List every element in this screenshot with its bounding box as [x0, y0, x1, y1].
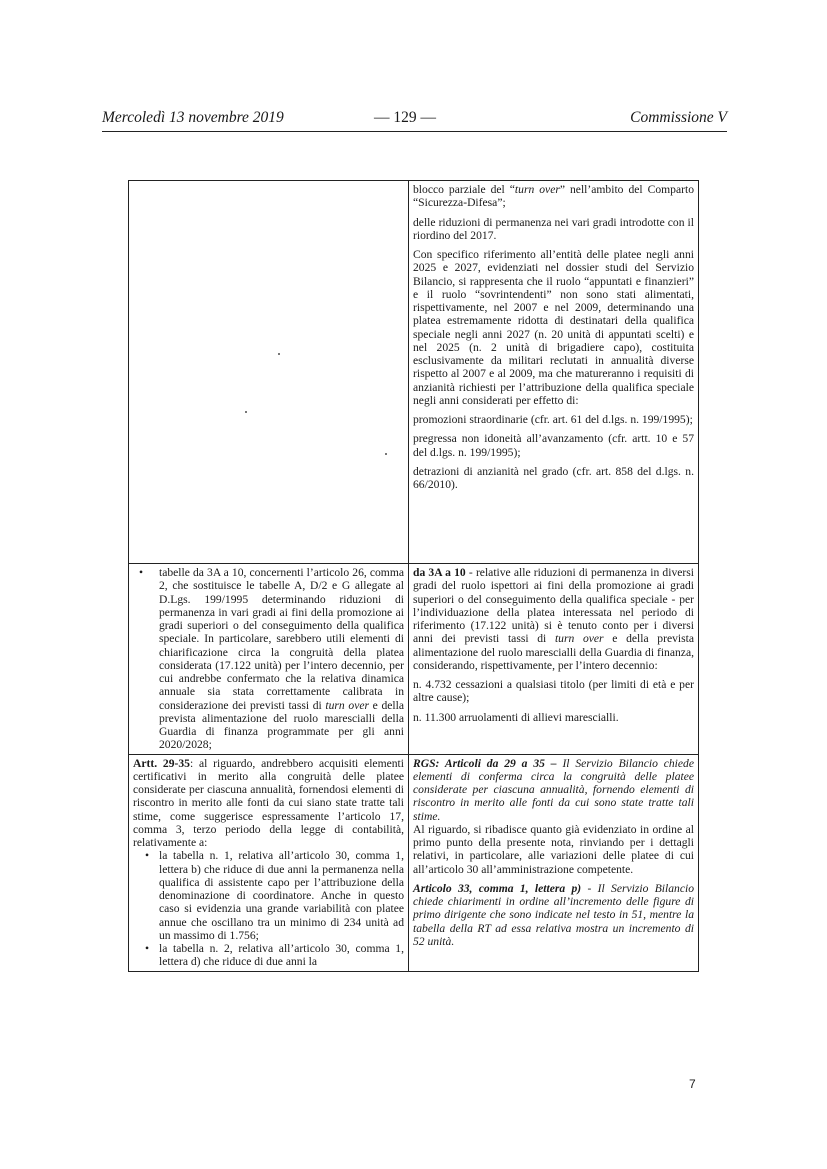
left-cell	[129, 564, 409, 755]
paragraph: detrazioni di anzianità nel grado (cfr. art. 858 del d.lgs. n. 66/2010).	[413, 464, 694, 491]
list-item: • la tabella n. 2, relativa all’articolo 30, comma 1, lettera d) che riduce di due anni la	[159, 942, 404, 969]
paragraph: da 3A a 10 - relative alle riduzioni di permanenza in diversi gradi del ruolo ispettori ai fini della promozione ai gradi superiori o del conseguimento della qualifica speciale - per l’individuazione della platea interessata nel periodo di riferimento (17.122 unità) si è tenuto conto per i diversi anni dei previsti tassi di turn over e della prevista alimentazione del ruolo marescialli della Guardia di finanza, considerando, rispettivamente, per l’intero decennio:	[413, 566, 695, 672]
table-row	[129, 754, 699, 971]
paragraph: Articolo 33, comma 1, lettera p) - Il Servizio Bilancio chiede chiarimenti in ordine all’incremento delle figure di primo dirigente che sono indicate nel testo in 51, mentre la tabella della RT ad essa relativa mostra un incremento di 52 unità.	[413, 881, 694, 948]
paragraph: promozioni straordinarie (cfr. art. 61 del d.lgs. n. 199/1995);	[413, 413, 693, 426]
left-cell	[129, 754, 409, 971]
paragraph: pregressa non idoneità all’avanzamento (cfr. artt. 10 e 57 del d.lgs. n. 199/1995);	[413, 432, 694, 459]
header-commission: Commissione V	[630, 109, 727, 126]
bullet-list	[133, 566, 404, 752]
paragraph: Con specifico riferimento all’entità delle platee negli anni 2025 e 2027, evidenziati nel dossier studi del Servizio Bilancio, si rappresenta che il ruolo “appuntati e finanzieri” e il ruolo “sovrintendenti” non sono stati alimentati, rispettivamente, nel 2007 e nel 2009, determinando una platea estremamente ridotta di destinatari della qualifica speciale negli anni 2027 (n. 20 unità di appuntati scelti) e nel 2025 (n. 2 unità di brigadiere capo), costituita esclusivamente da militari reclutati in annualità diverse rispetto al 2007 e al 2009, ma che matureranno i requisiti di anzianità richiesti per l’attribuzione della qualifica speciale negli anni considerati per effetto di:	[413, 248, 694, 407]
header-date: Mercoledì 13 novembre 2019	[102, 109, 284, 126]
paragraph: n. 4.732 cessazioni a qualsiasi titolo (per limiti di età e per altre cause);	[413, 678, 694, 705]
paragraph: blocco parziale del “turn over” nell’ambito del Comparto “Sicurezza-Difesa”;	[413, 183, 695, 210]
comparison-table	[128, 180, 699, 972]
list-item: • tabelle da 3A a 10, concernenti l’articolo 26, comma 2, che sostituisce le tabelle A, D/2 e G allegate al D.Lgs. 199/1995 determinando riduzioni di permanenza in vari gradi ai fini della promozione ai gradi superiori o del conseguimento della qualifica speciale. In particolare, sarebbero utili elementi di chiarificazione circa la congruità della platea considerata (17.122 unità) per l’intero decennio, per cui andrebbe confermato che la relativa dinamica annuale sia stata correttamente calibrata in considerazione dei previsti tassi di turn over e della prevista alimentazione del ruolo marescialli della Guardia di finanza programmate per gli anni 2020/2028;	[159, 566, 404, 752]
right-cell	[409, 564, 699, 755]
page-header	[102, 109, 727, 132]
page-number: 7	[689, 1077, 696, 1091]
header-page-number: — 129 —	[374, 109, 436, 126]
right-cell	[409, 181, 699, 564]
paragraph: delle riduzioni di permanenza nei vari gradi introdotte con il riordino del 2017.	[413, 215, 694, 242]
bullet-list	[133, 849, 404, 968]
paragraph: RGS: Articoli da 29 a 35 – Il Servizio Bilancio chiede elementi di conferma circa la congruità delle platee considerate per ciascuna annualità, fornendo elementi di riscontro in merito alle fonti da cui sono state tratte tali stime.	[413, 756, 694, 823]
paragraph: n. 11.300 arruolamenti di allievi marescialli.	[413, 710, 619, 724]
right-cell	[409, 754, 699, 971]
table-row	[129, 564, 699, 755]
list-item: • la tabella n. 1, relativa all’articolo 30, comma 1, lettera b) che riduce di due anni la permanenza nella qualifica di assistente capo per l’attribuzione della denominazione di coordinatore. Anche in questo caso si evidenzia una grande variabilità con platee annue che oscillano tra un minimo di 234 unità ad un massimo di 1.756;	[159, 849, 404, 942]
paragraph: Al riguardo, si ribadisce quanto già evidenziato in ordine al primo punto della presente nota, rinviando per i dettagli relativi, in particolare, alle variazioni delle platee di cui all’articolo 30 all’amministrazione competente.	[413, 822, 694, 876]
left-cell-empty	[129, 181, 409, 564]
table-row	[129, 181, 699, 564]
paragraph: Artt. 29-35: al riguardo, andrebbero acquisiti elementi certificativi in merito alla congruità delle platee considerate per ciascuna annualità, fornendosi elementi di riscontro in merito alle fonti da cui siano state tratte tali stime, come suggerisce espressamente l’articolo 17, comma 3, terzo periodo della legge di contabilità, relativamente a:	[133, 756, 404, 849]
